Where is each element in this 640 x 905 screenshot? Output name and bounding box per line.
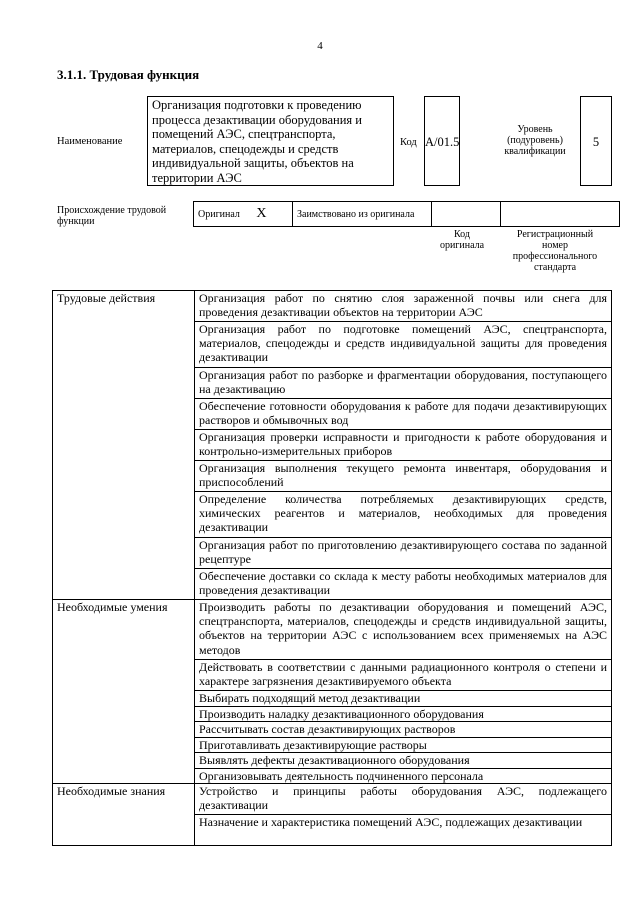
code-box — [424, 96, 460, 186]
table-cell: Организация выполнения текущего ремонта инвентаря, оборудования и приспособлений — [195, 461, 612, 492]
code-value: A/01.5 — [425, 135, 460, 149]
table-row — [53, 291, 612, 322]
code-label: Код — [400, 137, 417, 148]
category-labor-actions: Трудовые действия — [53, 291, 195, 600]
table-cell: Обеспечение доставки со склада к месту работы необходимых материалов для проведения дезактивации — [195, 569, 612, 600]
table-cell: Организовывать деятельность подчиненного персонала — [195, 768, 612, 784]
code-original-cell — [432, 202, 501, 227]
table-cell: Устройство и принципы работы оборудования АЭС, подлежащего дезактивации — [195, 784, 612, 815]
category-required-knowledge: Необходимые знания — [53, 784, 195, 846]
table-cell: Выявлять дефекты дезактивационного оборудования — [195, 753, 612, 769]
table-cell: Организация проверки исправности и пригодности к работе оборудования и контрольно-измерительных приборов — [195, 430, 612, 461]
original-mark: X — [256, 206, 267, 221]
table-cell: Действовать в соответствии с данными радиационного контроля о степени и характере загрязнения дезактивируемого объекта — [195, 660, 612, 691]
section-title: 3.1.1. Трудовая функция — [57, 67, 200, 82]
table-cell: Определение количества потребляемых дезактивирующих средств, химических реагентов и материалов, необходимых для проведения дезактивации — [195, 492, 612, 538]
table-cell: Выбирать подходящий метод дезактивации — [195, 691, 612, 707]
level-value: 5 — [592, 135, 600, 149]
function-name: Организация подготовки к проведению процесса дезактивации оборудования и помещений АЭС, спецтранспорта, материалов, спецодежды и средств индивидуальной защиты, объектов на территории АЭС — [152, 98, 362, 185]
table-cell: Организация работ по снятию слоя зараженной почвы или снега для проведения дезактивации объектов на территории АЭС — [195, 291, 612, 322]
table-cell: Назначение и характеристика помещений АЭС, подлежащих дезактивации — [195, 815, 612, 846]
origin-table — [193, 201, 620, 227]
function-table — [52, 290, 612, 846]
table-cell: Производить наладку дезактивационного оборудования — [195, 706, 612, 722]
origin-label: Происхождение трудовой функции — [57, 205, 167, 227]
category-required-skills: Необходимые умения — [53, 600, 195, 784]
table-cell: Производить работы по дезактивации оборудования и помещений АЭС, спецтранспорта, материалов, спецодежды и средств индивидуальной защиты, объектов на территории АЭС с использованием всех применяемых на АЭС методов — [195, 600, 612, 660]
table-cell: Организация работ по подготовке помещений АЭС, спецтранспорта, материалов, спецодежды и средств индивидуальной защиты для проведения дезактивации — [195, 322, 612, 368]
table-cell: Рассчитывать состав дезактивирующих растворов — [195, 722, 612, 738]
table-row — [53, 600, 612, 660]
table-cell: Приготавливать дезактивирующие растворы — [195, 737, 612, 753]
reg-number-cell — [501, 202, 620, 227]
level-label: Уровень (подуровень) квалификации — [504, 124, 566, 157]
borrowed-cell — [293, 202, 432, 227]
table-cell: Обеспечение готовности оборудования к работе для подачи дезактивирующих растворов и обмывочных вод — [195, 399, 612, 430]
name-label: Наименование — [57, 136, 123, 147]
table-row — [53, 784, 612, 815]
original-label: Оригинал — [198, 209, 240, 220]
level-box — [580, 96, 612, 186]
table-cell: Организация работ по разборке и фрагментации оборудования, поступающего на дезактивацию — [195, 368, 612, 399]
page-number: 4 — [317, 40, 323, 52]
reg-number-caption: Регистрационный номер профессионального стандарта — [512, 229, 598, 273]
table-cell: Организация работ по приготовлению дезактивирующего состава по заданной рецептуре — [195, 538, 612, 569]
function-name-box — [147, 96, 394, 186]
code-original-caption: Код оригинала — [439, 229, 485, 251]
borrowed-label: Заимствовано из оригинала — [297, 208, 415, 220]
original-cell — [194, 202, 293, 227]
